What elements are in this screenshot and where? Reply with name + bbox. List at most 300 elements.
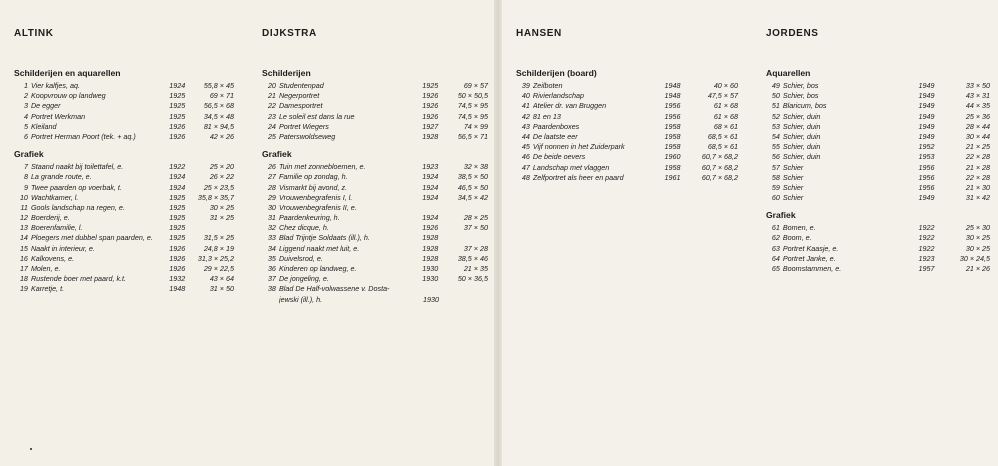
entry-title: Paterswoldseweg: [278, 131, 336, 141]
entry-year: 1949: [918, 81, 935, 90]
entry-number: 48: [521, 172, 530, 182]
entry-number: 50: [771, 91, 780, 101]
catalog-entry: [262, 112, 488, 122]
catalog-entry: [262, 193, 488, 203]
entry-number: 7: [23, 162, 28, 172]
entry-number: 51: [771, 101, 780, 111]
entry-year: 1949: [918, 121, 935, 131]
catalog-entry: [14, 264, 234, 274]
catalog-entry: [14, 122, 234, 132]
entry-year: 1922: [918, 223, 935, 233]
entry-title-continued: jewski (ill.), h.: [279, 294, 323, 304]
entry-year: 1925: [169, 223, 186, 233]
entry-year: 1958: [664, 142, 681, 152]
catalog-entry: [766, 112, 990, 122]
catalog-entry: [262, 162, 488, 172]
entry-dimensions: 69 × 71: [209, 91, 234, 101]
entry-title: Paardenboxes: [532, 121, 580, 131]
entry-year: 1958: [664, 162, 681, 172]
entry-title: Schier, bos: [782, 81, 819, 90]
catalog-entry: [14, 91, 234, 101]
entry-year: 1925: [169, 91, 186, 101]
artist-heading: DIJKSTRA: [262, 28, 317, 39]
catalog-entry: [262, 183, 488, 193]
entry-number: 43: [521, 121, 530, 131]
entry-number: 21: [267, 91, 276, 101]
catalog-entry: [516, 163, 738, 173]
entry-dimensions: 46,5 × 50: [457, 182, 488, 192]
entry-year: 1926: [169, 253, 186, 263]
entry-number: 62: [771, 233, 780, 243]
entry-year: 1924: [422, 213, 439, 223]
entry-year: 1924: [422, 182, 439, 192]
entry-number: 53: [771, 121, 780, 131]
entry-title: Blaricum, bos: [782, 101, 827, 111]
entry-year: 1956: [918, 182, 935, 192]
entry-number: 57: [771, 162, 780, 172]
entry-number: 46: [521, 152, 530, 162]
entry-year: 1925: [169, 111, 186, 121]
entry-title: Kinderen op landweg, e.: [278, 264, 357, 273]
entry-dimensions: 44 × 35: [965, 101, 991, 111]
catalog-entry: [262, 122, 488, 132]
section-heading: Aquarellen: [766, 68, 811, 78]
entry-dimensions: 61 × 68: [713, 111, 738, 121]
catalog-entry: [766, 233, 990, 243]
entry-dimensions: 21 × 25: [965, 142, 991, 152]
catalog-entry: [14, 274, 234, 284]
entry-title: Rivierlandschap: [532, 91, 585, 101]
entry-number: 4: [23, 111, 28, 121]
entry-number: 37: [267, 274, 276, 284]
entry-dimensions: 25 × 30: [965, 223, 991, 233]
entry-number: 3: [23, 101, 28, 111]
entry-title: Atelier dr. van Bruggen: [532, 101, 607, 111]
entry-year: 1924: [422, 172, 439, 182]
entry-year: 1958: [664, 121, 681, 131]
entry-number: 47: [521, 162, 530, 172]
entry-title: Koopvrouw op landweg: [30, 91, 106, 101]
catalog-entry: [262, 254, 488, 264]
catalog-entry: [766, 81, 990, 91]
entry-dimensions: 21 × 26: [965, 264, 991, 273]
catalog-entry: [262, 101, 488, 111]
catalog-entry: [516, 152, 738, 162]
entry-title: Boerenfamilie, l.: [30, 223, 83, 233]
entry-year: 1922: [169, 162, 186, 172]
entry-dimensions: 81 × 94,5: [203, 121, 234, 131]
entry-dimensions: 74,5 × 95: [457, 111, 488, 121]
entry-dimensions: 21 × 30: [965, 182, 991, 192]
entry-dimensions: 47,5 × 57: [707, 91, 738, 101]
entry-dimensions: 33 × 50: [965, 81, 991, 90]
entry-number: 55: [771, 142, 780, 152]
entry-title: Liggend naakt met luit, e.: [278, 243, 360, 253]
entry-year: 1948: [664, 91, 681, 101]
entry-year: 1925: [169, 233, 186, 243]
entry-title: Schier, duin: [782, 152, 821, 162]
entry-number: 42: [521, 111, 530, 121]
entry-number: 38: [267, 284, 276, 294]
entry-year: 1925: [169, 192, 186, 202]
entry-dimensions: 22 × 28: [965, 152, 991, 162]
artist-heading: JORDENS: [766, 28, 819, 39]
entry-number: 32: [267, 223, 276, 233]
entry-title: Vrouwenbegrafenis II, e.: [278, 202, 357, 212]
entry-dimensions: 22 × 28: [965, 172, 991, 182]
catalog-entry: [14, 132, 234, 142]
entry-year: 1926: [169, 243, 186, 253]
entry-title: Schier: [782, 162, 804, 172]
entry-year: 1930: [422, 274, 439, 284]
entry-dimensions: 21 × 28: [965, 162, 991, 172]
column-jordens: [766, 28, 990, 274]
catalog-entry: [516, 173, 738, 183]
entry-year: 1922: [918, 233, 935, 243]
catalog-entry: [262, 172, 488, 182]
catalog-entry: [766, 142, 990, 152]
entry-year: 1926: [169, 131, 186, 141]
entry-title: Familie op zondag, h.: [278, 172, 348, 182]
entry-dimensions: 68,5 × 61: [707, 131, 738, 141]
entry-year: 1924: [422, 192, 439, 202]
entry-title: Damesportret: [278, 101, 323, 111]
entry-number: 58: [771, 172, 780, 182]
entry-year: 1957: [918, 264, 935, 273]
entry-number: 44: [521, 131, 530, 141]
catalog-entry: [14, 172, 234, 182]
catalog-entry: [766, 132, 990, 142]
entry-number: 61: [771, 223, 780, 233]
entry-year: 1928: [422, 131, 439, 141]
entry-number: 12: [19, 213, 28, 223]
entry-title: Portret Herman Poort (tek. + aq.): [30, 131, 136, 141]
entry-number: 1: [23, 81, 28, 90]
entry-year: 1923: [918, 253, 935, 263]
section-heading: Grafiek: [766, 210, 796, 221]
catalog-entry: [14, 233, 234, 243]
entry-year: 1925: [422, 81, 439, 90]
entry-number: 17: [19, 264, 28, 273]
entry-dimensions: 60,7 × 68,2: [701, 162, 738, 172]
entry-number: 24: [267, 121, 276, 131]
catalog-entry: [766, 223, 990, 233]
entry-year: 1956: [664, 101, 681, 111]
catalog-entry: [766, 122, 990, 132]
entry-title: Blad Trijntje Soldaats (ill.), h.: [278, 233, 370, 243]
catalog-entry: [14, 101, 234, 111]
entry-number: 22: [267, 101, 276, 111]
entry-dimensions: 28 × 25: [463, 213, 488, 223]
entry-number: 18: [19, 274, 28, 284]
catalog-entry: [14, 81, 234, 91]
entry-year: 1930: [422, 264, 439, 273]
entry-number: 52: [771, 111, 780, 121]
entry-dimensions: 38,5 × 46: [457, 253, 488, 263]
entry-year: 1956: [918, 172, 935, 182]
entry-number: 65: [771, 264, 780, 273]
catalog-entry: [262, 284, 488, 294]
entry-year: 1949: [918, 131, 935, 141]
entry-number: 10: [19, 192, 28, 202]
section-heading: Schilderijen (board): [516, 68, 597, 78]
entry-dimensions: 31 × 25: [209, 213, 234, 223]
entry-dimensions: 69 × 57: [463, 81, 488, 90]
entry-title: Boom, e.: [782, 233, 812, 243]
catalog-entry: [262, 244, 488, 254]
catalog-entry: [262, 81, 488, 91]
entry-dimensions: 74,5 × 95: [457, 101, 488, 111]
entry-dimensions: 24,8 × 19: [203, 243, 234, 253]
entry-title: Schier: [782, 182, 804, 192]
entry-year: 1926: [422, 91, 439, 101]
entry-year: 1952: [918, 142, 935, 152]
entry-title: Studentenpad: [278, 81, 324, 90]
entry-year-spacer: 1930: [423, 294, 439, 304]
entry-title: De egger: [30, 101, 61, 111]
entry-number: 31: [267, 213, 276, 223]
catalog-entry: [766, 152, 990, 162]
entry-number: 27: [267, 172, 276, 182]
entry-title: Portret Kaasje, e.: [782, 243, 839, 253]
entry-title: Staand naakt bij toilettafel, e.: [30, 162, 124, 172]
entry-dimensions: 31,5 × 25: [203, 233, 234, 243]
entry-number: 35: [267, 253, 276, 263]
catalog-entry: [766, 101, 990, 111]
entry-title: Kleiland: [30, 121, 57, 131]
section-heading: Schilderijen: [262, 68, 311, 78]
entry-year: 1923: [422, 162, 439, 172]
entry-dimensions: 43 × 31: [965, 91, 991, 101]
entry-year: 1949: [918, 111, 935, 121]
entry-dimensions: 34,5 × 48: [203, 111, 234, 121]
catalog-entry: [262, 274, 488, 284]
entry-dimensions: 55,8 × 45: [203, 81, 234, 90]
page-mark: [30, 448, 32, 450]
entry-title: Ploegers met dubbel span paarden, e.: [30, 233, 153, 243]
entry-year: 1948: [664, 81, 681, 90]
entry-title: Negerportret: [278, 91, 320, 101]
entry-title: Le soleil est dans la rue: [278, 111, 355, 121]
entry-title: Karretje, t.: [30, 284, 65, 294]
entry-dimensions: 43 × 64: [209, 274, 234, 284]
entry-number: 16: [19, 253, 28, 263]
entry-title: Vrouwenbegrafenis I, l.: [278, 192, 353, 202]
entry-dimensions: 26 × 22: [209, 172, 234, 182]
entry-title: Schier: [782, 193, 804, 203]
catalog-entry: [14, 112, 234, 122]
column-dijkstra: [262, 28, 488, 305]
entry-year: 1924: [169, 172, 186, 182]
catalog-entry: [516, 142, 738, 152]
entry-number: 45: [521, 142, 530, 152]
entry-number: 23: [267, 111, 276, 121]
entry-number: 36: [267, 264, 276, 273]
entry-number: 60: [771, 193, 780, 203]
entry-title: Schier, duin: [782, 142, 821, 152]
catalog-entry: [262, 233, 488, 243]
catalog-entry: [766, 163, 990, 173]
entry-title: Tuin met zonnebloemen, e.: [278, 162, 366, 172]
entry-title: Portret Wiegers: [278, 121, 329, 131]
entry-year: 1958: [664, 131, 681, 141]
entry-year: 1960: [664, 152, 681, 162]
entry-number: 14: [19, 233, 28, 243]
catalog-entry: [14, 183, 234, 193]
entry-number: 11: [20, 202, 28, 212]
column-hansen: [516, 28, 738, 183]
catalog-entry: [766, 264, 990, 274]
entry-title: Vier kalfjes, aq.: [30, 81, 80, 90]
entry-title: Boomstammen, e.: [782, 264, 842, 273]
catalog-entry: [14, 223, 234, 233]
entry-number: 13: [19, 223, 28, 233]
entry-dimensions: 31,3 × 25,2: [197, 253, 234, 263]
entry-dimensions: 25 × 20: [209, 162, 234, 172]
entry-year: 1922: [918, 243, 935, 253]
artist-heading: HANSEN: [516, 28, 562, 39]
entry-dimensions: 29 × 22,5: [203, 264, 234, 273]
entry-year: 1928: [422, 243, 439, 253]
entry-dimensions: 30 × 25: [209, 202, 234, 212]
entry-title: Vismarkt bij avond, z.: [278, 182, 348, 192]
entry-dimensions: 30 × 25: [965, 243, 991, 253]
entry-number: 63: [771, 243, 780, 253]
entry-title: Gools landschap na regen, e.: [30, 202, 125, 212]
entry-year: 1924: [169, 182, 186, 192]
entry-year: 1956: [918, 162, 935, 172]
entry-year: 1925: [169, 101, 186, 111]
catalog-entry: [262, 91, 488, 101]
entry-title: Zelfportret als heer en paard: [532, 172, 624, 182]
entry-year: 1927: [422, 121, 439, 131]
section-heading: Grafiek: [262, 149, 292, 160]
entry-title: Zeilboten: [532, 81, 563, 90]
catalog-entry: [516, 112, 738, 122]
entry-year: 1926: [422, 101, 439, 111]
entry-number: 59: [771, 182, 780, 192]
entry-dimensions: 68 × 61: [713, 121, 738, 131]
entry-year: 1924: [169, 81, 186, 90]
entry-dimensions: 60,7 × 68,2: [701, 172, 738, 182]
entry-number: 64: [771, 253, 780, 263]
entry-number: 2: [23, 91, 28, 101]
entry-number: 9: [23, 182, 28, 192]
entry-number: 28: [267, 182, 276, 192]
entry-dimensions: 30 × 25: [965, 233, 991, 243]
entry-title: Boerderij, e.: [30, 213, 70, 223]
entry-number: 34: [267, 243, 276, 253]
entry-dimensions: 50 × 36,5: [457, 274, 488, 284]
entry-year: 1949: [918, 193, 935, 203]
entry-title: Kalkovens, e.: [30, 253, 75, 263]
entry-number: 6: [23, 131, 28, 141]
entry-title: De laatste eer: [532, 131, 578, 141]
catalog-entry: [516, 122, 738, 132]
entry-dimensions: 31 × 42: [965, 193, 991, 203]
catalog-entry: [14, 193, 234, 203]
catalog-entry: [262, 213, 488, 223]
book-gutter: [494, 0, 502, 466]
column-altink: [14, 28, 234, 295]
entry-dimensions: 40 × 60: [713, 81, 738, 90]
entry-year: 1925: [169, 213, 186, 223]
catalog-entry: [14, 162, 234, 172]
entry-number: 30: [267, 202, 276, 212]
entry-title: Vijf nonnen in het Zuiderpark: [532, 142, 625, 152]
entry-year: 1926: [422, 223, 439, 233]
entry-title: Wachtkamer, l.: [30, 192, 79, 202]
entry-number: 49: [771, 81, 780, 90]
catalog-entry: [766, 183, 990, 193]
entry-year: 1926: [169, 264, 186, 273]
entry-dimensions: 61 × 68: [713, 101, 738, 111]
entry-title: Portret Werkman: [30, 111, 86, 121]
entry-title: Blad De Half-volwassene v. Dosta-: [278, 284, 390, 294]
catalog-entry: [766, 244, 990, 254]
catalog-entry: [766, 91, 990, 101]
entry-year: 1926: [169, 121, 186, 131]
entry-number: 56: [771, 152, 780, 162]
entry-title: Schier, duin: [782, 121, 821, 131]
entry-dimensions: 37 × 28: [463, 243, 488, 253]
entry-title: Naakt in interieur, e.: [30, 243, 95, 253]
entry-title: Molen, e.: [30, 264, 61, 273]
entry-title: La grande route, e.: [30, 172, 92, 182]
catalog-entry: [14, 244, 234, 254]
entry-dimensions: 68,5 × 61: [707, 142, 738, 152]
entry-number: 40: [521, 91, 530, 101]
entry-dimensions: 74 × 99: [463, 121, 488, 131]
entry-title: Portret Janke, e.: [782, 253, 836, 263]
entry-number: 33: [267, 233, 276, 243]
catalog-entry: [516, 91, 738, 101]
entry-dimensions: 28 × 44: [965, 121, 991, 131]
entry-number: 5: [23, 121, 28, 131]
artist-heading: ALTINK: [14, 28, 54, 39]
catalog-entry: [516, 101, 738, 111]
entry-number: 41: [521, 101, 530, 111]
entry-title: Paardenkeuring, h.: [278, 213, 340, 223]
entry-title: Twee paarden op voerbak, t.: [30, 182, 122, 192]
entry-year: 1949: [918, 91, 935, 101]
catalog-entry: [262, 132, 488, 142]
catalog-entry: [516, 132, 738, 142]
entry-number: 25: [267, 131, 276, 141]
catalog-entry: [14, 254, 234, 264]
entry-dimensions: 60,7 × 68,2: [701, 152, 738, 162]
entry-dimensions: 30 × 44: [965, 131, 991, 141]
entry-year: 1949: [918, 101, 935, 111]
entry-dimensions: 21 × 35: [463, 264, 488, 273]
entry-dimensions: 25 × 36: [965, 111, 991, 121]
entry-year: 1926: [422, 111, 439, 121]
entry-title: Rustende boer met paard, k.t.: [30, 274, 127, 284]
catalog-entry: [14, 213, 234, 223]
entry-title: Schier: [782, 172, 804, 182]
entry-dimensions: 37 × 50: [463, 223, 488, 233]
entry-title: De jongeling, e.: [278, 274, 329, 284]
entry-dimensions: 25 × 23,5: [203, 182, 234, 192]
catalog-entry-continuation: [262, 295, 488, 305]
entry-number: 8: [23, 172, 28, 182]
catalog-entry: [766, 173, 990, 183]
entry-number: 26: [267, 162, 276, 172]
catalog-entry: [262, 264, 488, 274]
catalog-entry: [766, 254, 990, 264]
entry-year: 1932: [169, 274, 186, 284]
entry-year: 1956: [664, 111, 681, 121]
